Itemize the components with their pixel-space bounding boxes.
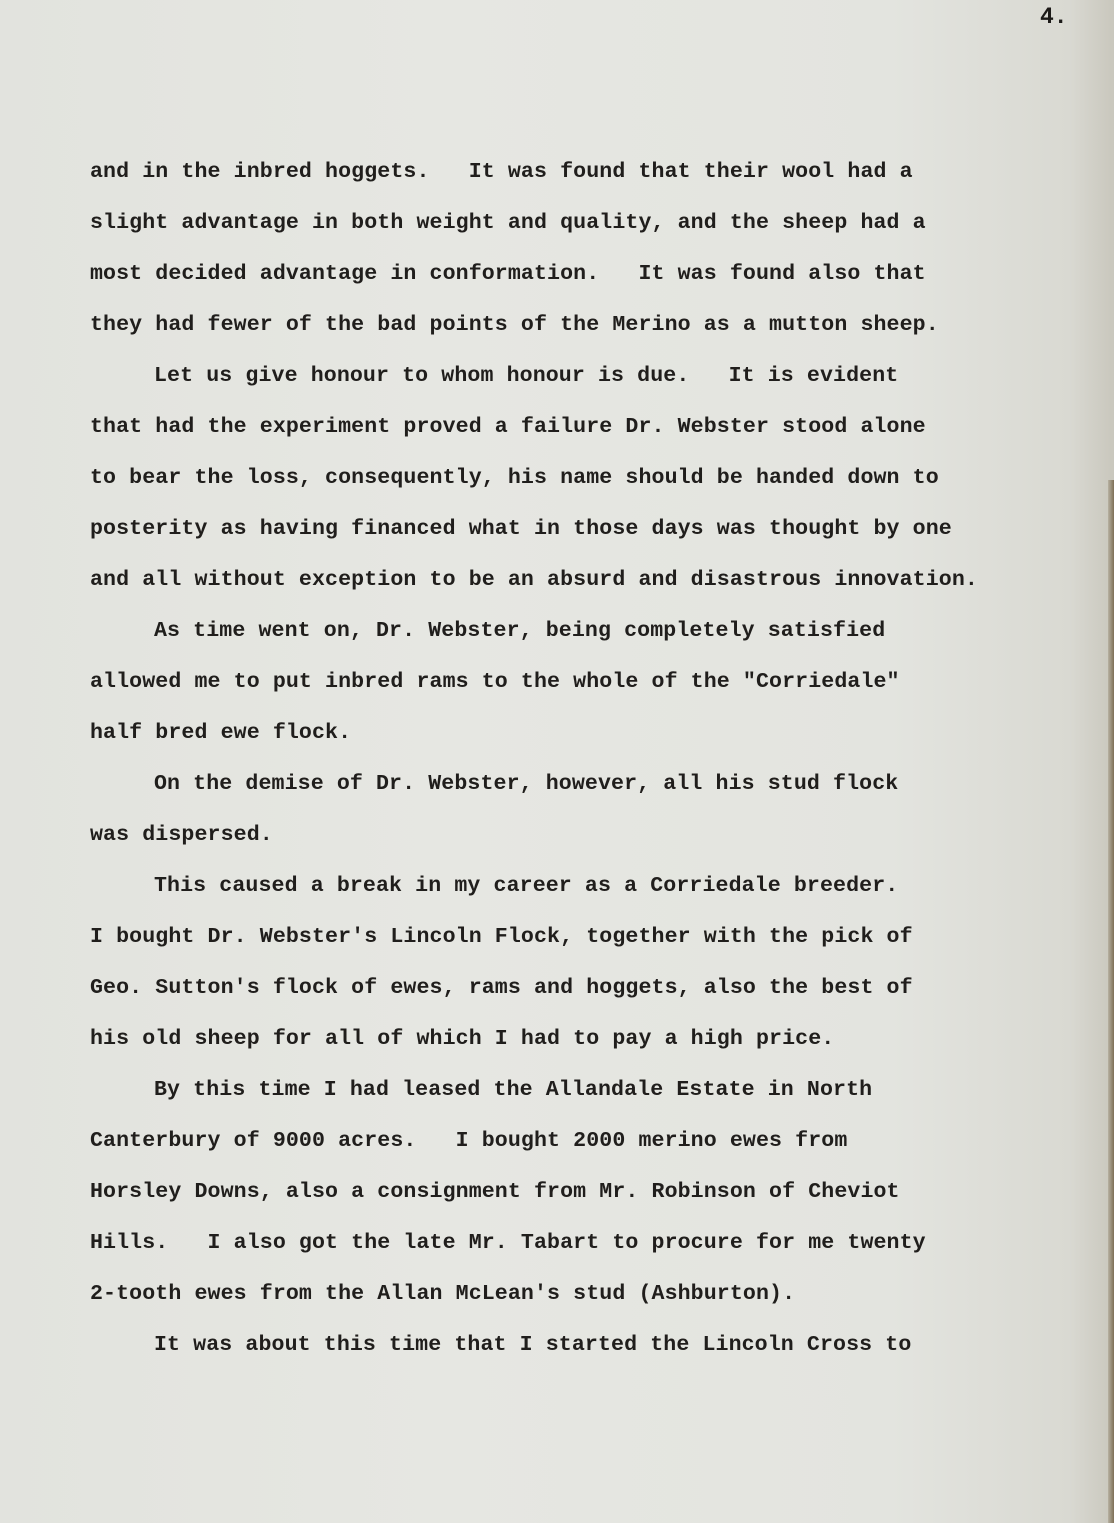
text-line: I bought Dr. Webster's Lincoln Flock, together with the pick of	[90, 925, 913, 949]
text-line: allowed me to put inbred rams to the whole of the "Corriedale"	[90, 670, 900, 694]
typewritten-text	[90, 147, 1050, 1371]
text-line: posterity as having financed what in those days was thought by one	[90, 517, 952, 541]
text-line: half bred ewe flock.	[90, 721, 352, 745]
page-number: 4.	[1040, 4, 1068, 30]
text-line: most decided advantage in conformation. It was found also that	[90, 262, 926, 286]
text-line: Canterbury of 9000 acres. I bought 2000 merino ewes from	[90, 1129, 848, 1153]
text-line: to bear the loss, consequently, his name should be handed down to	[90, 466, 939, 490]
text-line: and all without exception to be an absurd and disastrous innovation.	[90, 568, 978, 592]
text-line: his old sheep for all of which I had to pay a high price.	[90, 1027, 835, 1051]
text-line: Horsley Downs, also a consignment from Mr. Robinson of Cheviot	[90, 1180, 900, 1204]
text-line: they had fewer of the bad points of the Merino as a mutton sheep.	[90, 313, 939, 337]
text-line: It was about this time that I started the Lincoln Cross to	[154, 1333, 912, 1357]
text-line: On the demise of Dr. Webster, however, all his stud flock	[154, 772, 899, 796]
text-line: 2-tooth ewes from the Allan McLean's stud (Ashburton).	[90, 1282, 796, 1306]
text-line: By this time I had leased the Allandale Estate in North	[154, 1078, 873, 1102]
text-line: Hills. I also got the late Mr. Tabart to procure for me twenty	[90, 1231, 926, 1255]
text-line: As time went on, Dr. Webster, being completely satisfied	[154, 619, 886, 643]
text-line: Geo. Sutton's flock of ewes, rams and hoggets, also the best of	[90, 976, 913, 1000]
text-line: that had the experiment proved a failure Dr. Webster stood alone	[90, 415, 926, 439]
text-line: This caused a break in my career as a Corriedale breeder.	[154, 874, 899, 898]
text-line: Let us give honour to whom honour is due. It is evident	[154, 364, 899, 388]
page-edge-shadow	[1108, 480, 1114, 1523]
text-line: was dispersed.	[90, 823, 273, 847]
text-line: slight advantage in both weight and quality, and the sheep had a	[90, 211, 926, 235]
text-line: and in the inbred hoggets. It was found that their wool had a	[90, 160, 913, 184]
